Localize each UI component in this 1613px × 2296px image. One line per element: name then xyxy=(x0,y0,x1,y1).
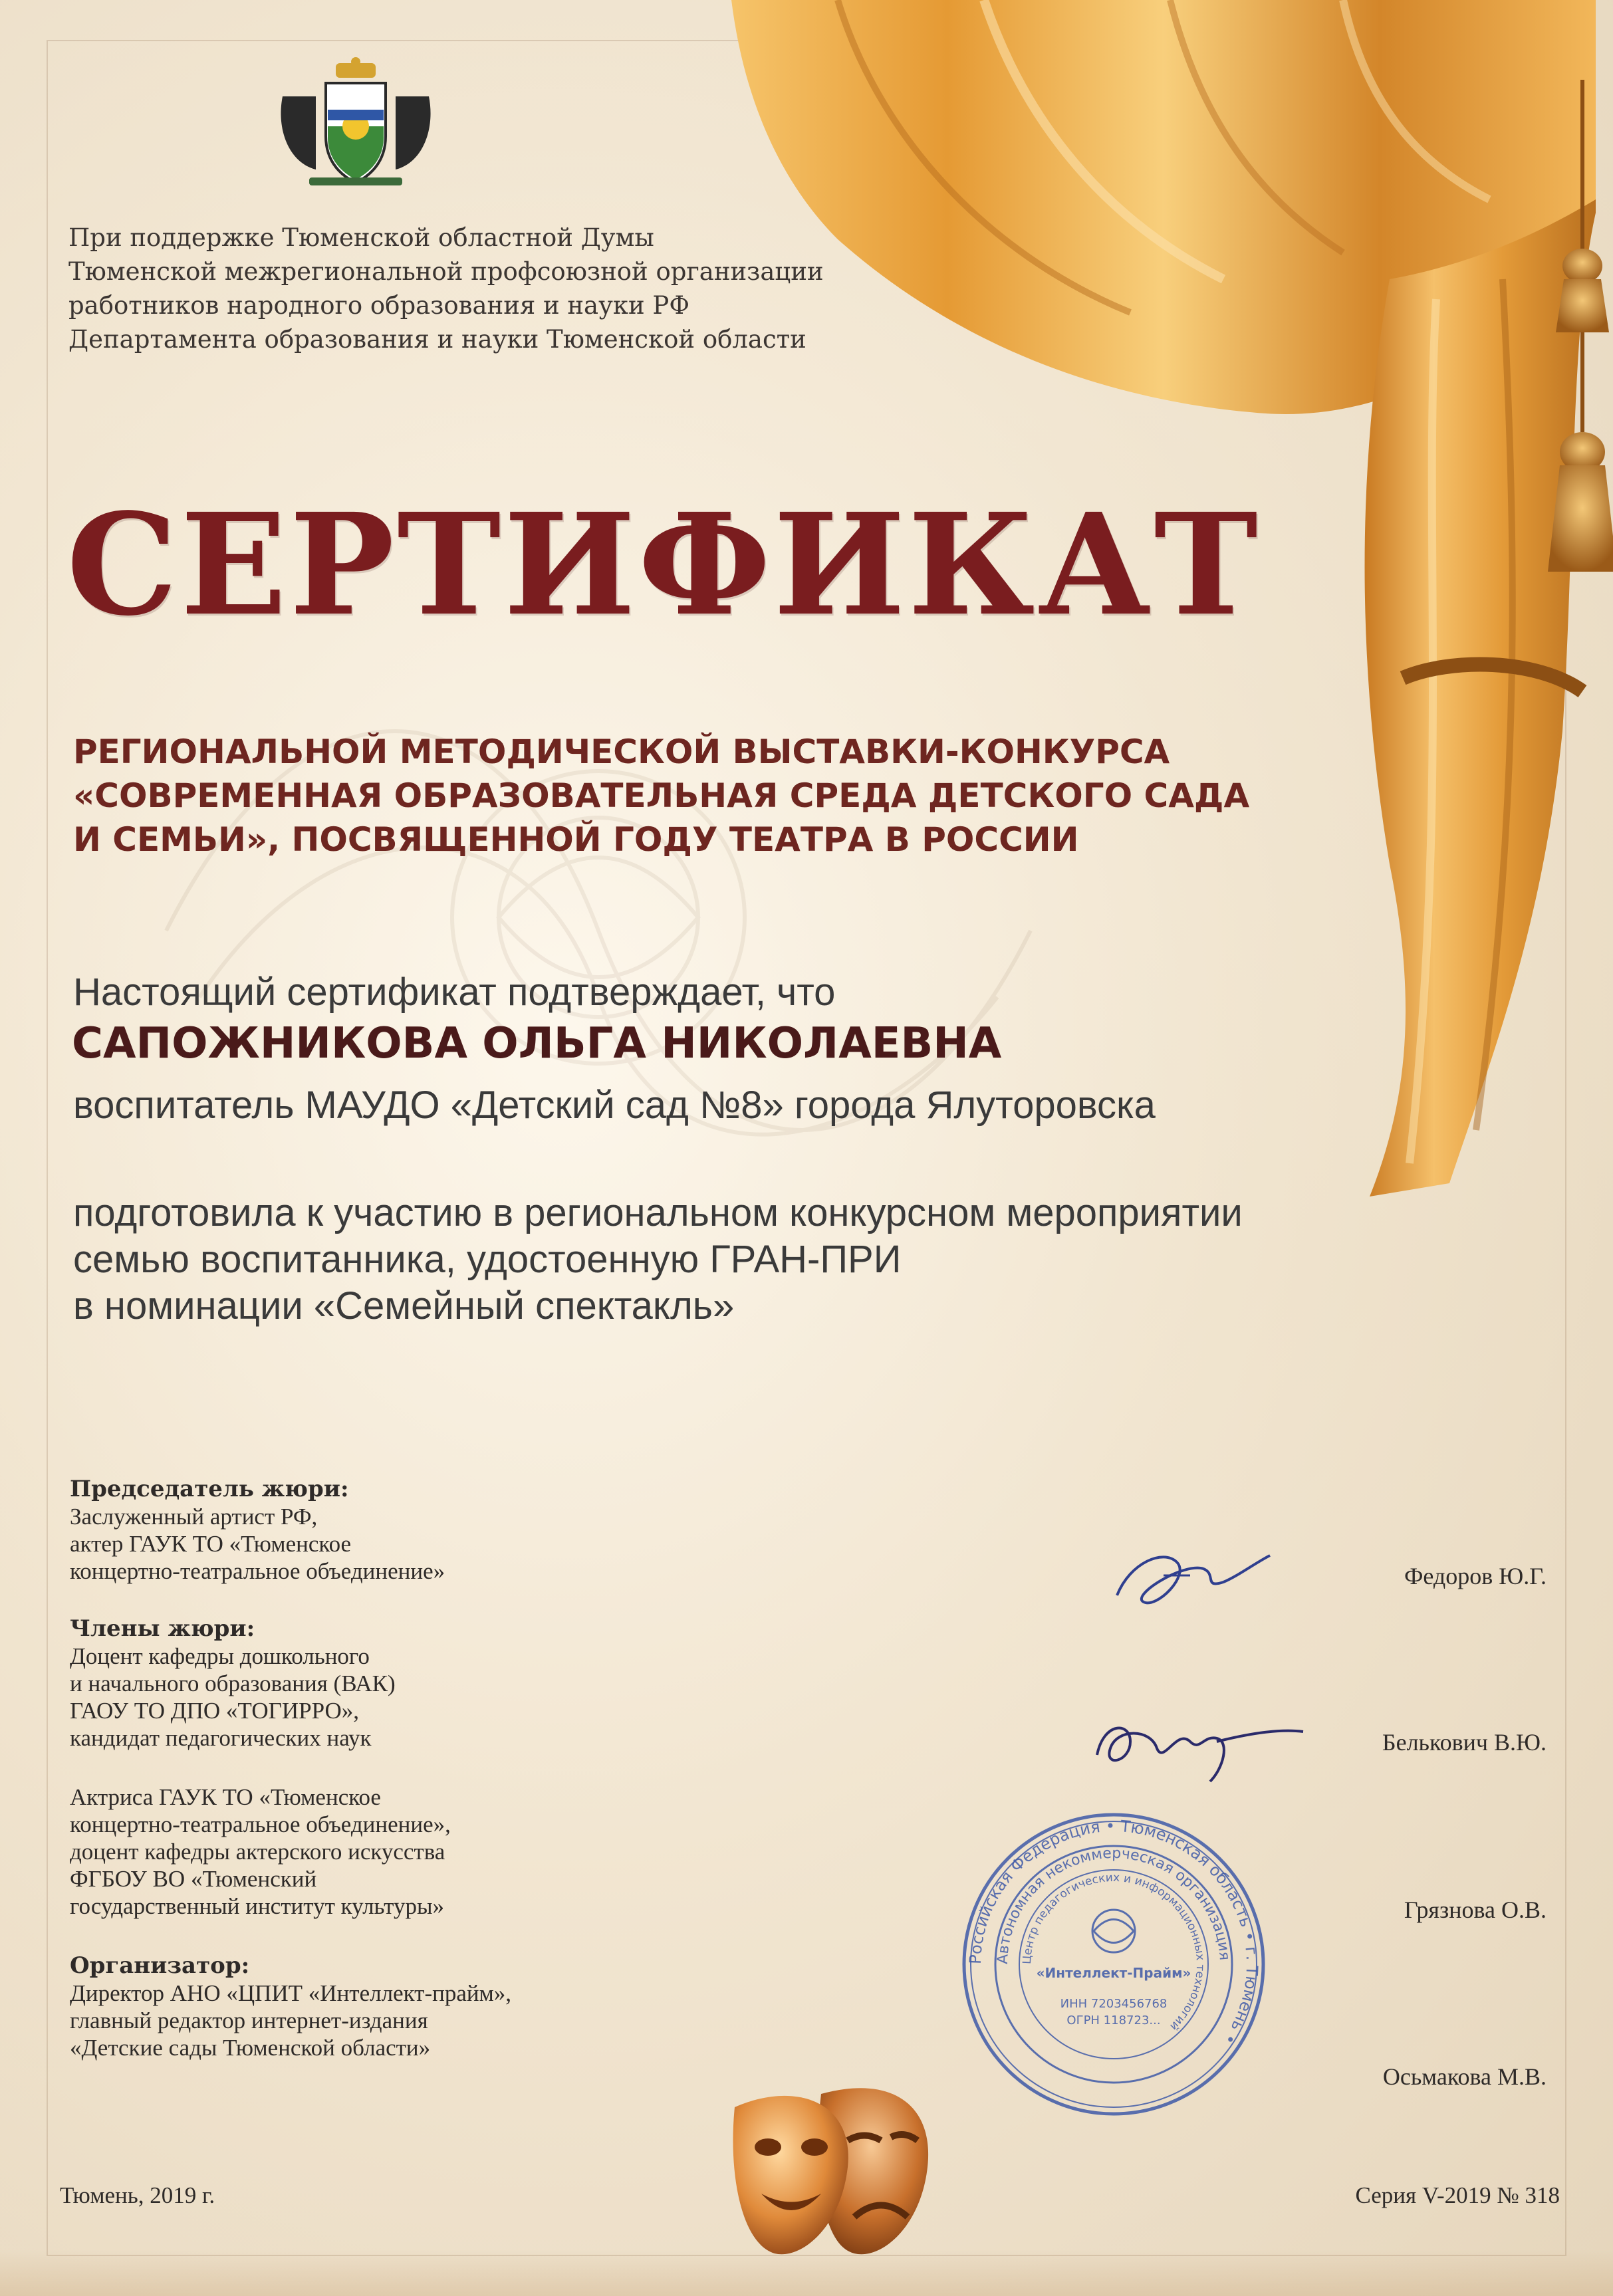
certificate-series: Серия V-2019 № 318 xyxy=(1355,2182,1560,2208)
stamp-outer-text: Российская Федерация • Тюменская область • г. Тюмень • xyxy=(965,1816,1262,2049)
signatory-osmakova: Осьмакова М.В. xyxy=(1382,2063,1547,2090)
jury-member-line: кандидат педагогических наук xyxy=(70,1725,372,1751)
stamp-inn: ИНН 7203456768 xyxy=(1060,1997,1168,2011)
recipient-position: воспитатель МАУДО «Детский сад №8» города Ялуторовска xyxy=(73,1084,1156,1127)
certificate-title: СЕРТИФИКАТ xyxy=(66,483,1261,647)
support-organizations xyxy=(68,221,933,356)
achievement-line: семью воспитанника, удостоенную ГРАН-ПРИ xyxy=(73,1238,902,1281)
jury-member-line: доцент кафедры актерского искусства xyxy=(70,1839,445,1865)
organizer-line: Директор АНО «ЦПИТ «Интеллект-прайм», xyxy=(70,1980,511,2006)
recipient-name: САПОЖНИКОВА ОЛЬГА НИКОЛАЕВНА xyxy=(72,1019,1002,1068)
event-line: И СЕМЬИ», ПОСВЯЩЕННОЙ ГОДУ ТЕАТРА В РОССИИ xyxy=(73,820,1079,859)
stamp-ogrn: ОГРН 118723... xyxy=(1066,2013,1161,2027)
jury-member-line: Доцент кафедры дошкольного xyxy=(70,1643,370,1669)
theatre-masks-icon xyxy=(721,2067,941,2267)
event-name xyxy=(73,730,1336,861)
achievement-line: подготовила к участию в региональном конкурсном мероприятии xyxy=(73,1191,1243,1234)
jury-chair-heading: Председатель жюри: xyxy=(70,1476,349,1502)
jury-member-line: государственный институт культуры» xyxy=(70,1893,445,1919)
organizer-line: «Детские сады Тюменской области» xyxy=(70,2035,431,2061)
achievement-line: в номинации «Семейный спектакль» xyxy=(73,1284,735,1327)
jury-chair-line: актер ГАУК ТО «Тюменское xyxy=(70,1531,352,1557)
support-line: Департамента образования и науки Тюменской области xyxy=(68,325,806,354)
support-line: Тюменской межрегиональной профсоюзной организации xyxy=(68,257,824,286)
jury-member-2 xyxy=(70,1783,668,1920)
signature-fedorov xyxy=(1104,1536,1277,1622)
jury-member-line: и начального образования (ВАК) xyxy=(70,1670,396,1696)
organizer xyxy=(70,1952,668,2061)
signatory-gryaznova: Грязнова О.В. xyxy=(1404,1896,1547,1923)
organizer-line: главный редактор интернет-издания xyxy=(70,2008,428,2033)
jury-member-line: ГАОУ ТО ДПО «ТОГИРРО», xyxy=(70,1698,360,1724)
jury-chair-line: Заслуженный артист РФ, xyxy=(70,1504,318,1530)
signature-belkovich xyxy=(1090,1702,1310,1788)
achievement-text xyxy=(73,1190,1536,1329)
jury-member-line: ФГБОУ ВО «Тюменский xyxy=(70,1866,317,1892)
place-date: Тюмень, 2019 г. xyxy=(60,2182,215,2208)
signatory-fedorov: Федоров Ю.Г. xyxy=(1404,1563,1547,1589)
jury-chair xyxy=(70,1476,668,1585)
jury-chair-line: концертно-театральное объединение» xyxy=(70,1558,445,1584)
organizer-heading: Организатор: xyxy=(70,1952,250,1979)
support-line: При поддержке Тюменской областной Думы xyxy=(68,223,654,252)
signatory-belkovich: Белькович В.Ю. xyxy=(1382,1729,1547,1756)
tyumen-coat-of-arms-icon xyxy=(269,57,442,189)
jury-member-line: концертно-театральное объединение», xyxy=(70,1811,451,1837)
stamp-middle-text: Автономная некоммерческая организация xyxy=(994,1845,1233,1965)
stamp-inner-text: Центр педагогических и информационных технологий xyxy=(1020,1871,1207,2033)
jury-member-1 xyxy=(70,1615,668,1752)
organization-stamp xyxy=(957,1808,1270,2121)
bottom-band xyxy=(0,2249,1613,2296)
jury-member-line: Актриса ГАУК ТО «Тюменское xyxy=(70,1784,381,1810)
confirmation-text: Настоящий сертификат подтверждает, что xyxy=(73,971,836,1014)
event-line: «СОВРЕМЕННАЯ ОБРАЗОВАТЕЛЬНАЯ СРЕДА ДЕТСКОГО САДА xyxy=(73,776,1250,815)
stamp-brand: «Интеллект-Прайм» xyxy=(1036,1965,1191,1981)
support-line: работников народного образования и науки РФ xyxy=(68,291,690,320)
event-line: РЕГИОНАЛЬНОЙ МЕТОДИЧЕСКОЙ ВЫСТАВКИ-КОНКУРСА xyxy=(73,733,1170,771)
jury-members-heading: Члены жюри: xyxy=(70,1615,255,1642)
